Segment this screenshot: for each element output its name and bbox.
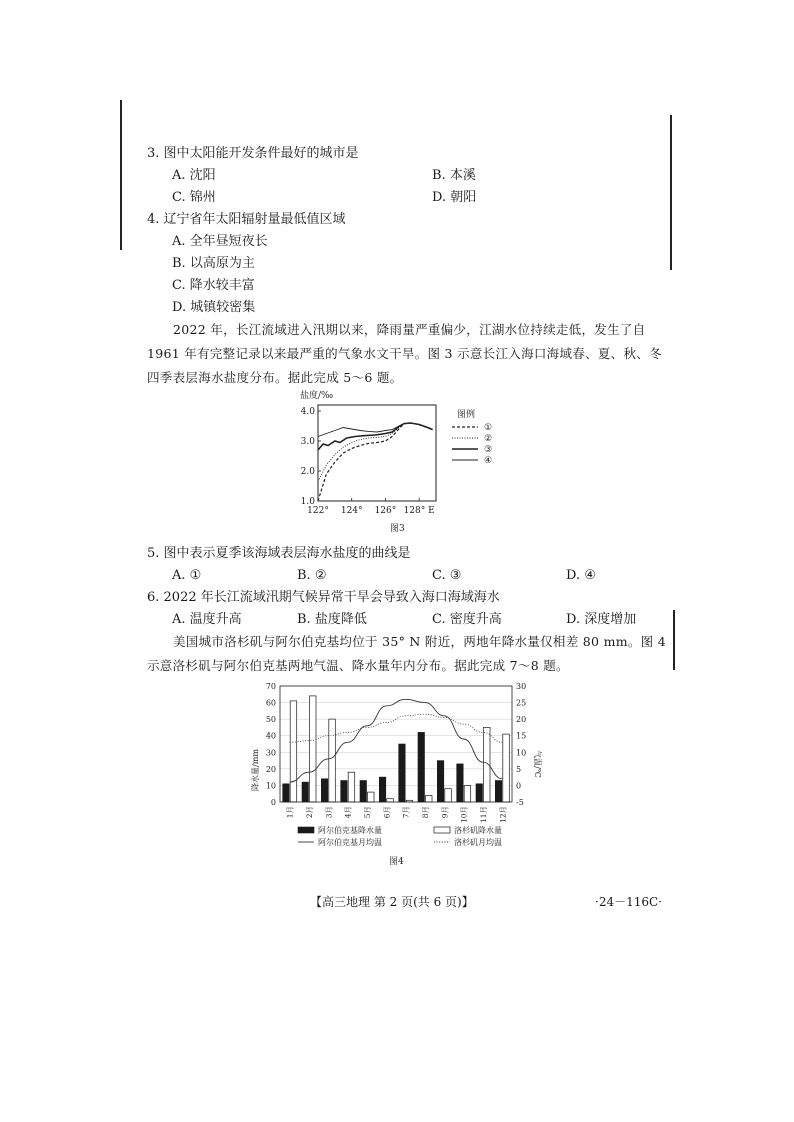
left-scan-edge [120,100,122,250]
fig4-bar-los-angeles [387,799,394,802]
fig4-legend-label: 阿尔伯克基月均温 [318,838,382,847]
fig4-bar-albuquerque [495,781,502,803]
q3-option-a[interactable]: A. 沈阳 [172,168,216,183]
q6-option-c[interactable]: C. 密度升高 [432,612,502,627]
q5-option-c[interactable]: C. ③ [432,568,462,583]
fig4-ytick-right-label: 5 [516,764,522,774]
fig3-legend-label: ③ [484,445,493,455]
fig4-ytick-right-label: 10 [516,748,527,758]
fig3-legend-label: ④ [484,456,493,466]
fig4-ytick-left-label: 30 [265,748,276,758]
fig4-line-los-angeles-temp [290,714,503,742]
page-footer-right: ·24－116C· [595,895,662,909]
q5-option-b[interactable]: B. ② [297,568,327,583]
fig3-xtick-label: 126° [374,506,397,516]
fig4-bar-albuquerque [457,764,464,802]
q5-stem: 5. 图中表示夏季该海域表层海水盐度的曲线是 [147,546,411,561]
fig4-bar-los-angeles [329,719,336,802]
q6-stem: 6. 2022 年长江流域汛期气候异常干旱会导致入海口海域海水 [147,590,500,605]
fig4-legend-swatch-la-precip [434,827,450,833]
q4-option-a[interactable]: A. 全年昼短夜长 [172,234,268,249]
fig4-bar-albuquerque [321,779,328,802]
fig4-ytick-left-label: 10 [265,781,276,791]
passage-la-albuquerque: 美国城市洛杉矶与阿尔伯克基均位于 35° N 附近，两地年降水量仅相差 80 mm。图 4 示意洛杉矶与阿尔伯克基两地气温、降水量年内分布。据此完成 7～8 题。 [147,634,666,673]
fig4-xtick-label: 3月 [324,806,334,819]
fig3-series-line-3 [318,423,433,450]
fig4-bar-albuquerque [302,782,309,802]
fig4-bar-albuquerque [476,784,483,802]
fig4-bar-los-angeles [290,701,297,802]
q6-option-b[interactable]: B. 盐度降低 [297,612,367,627]
fig4-bar-albuquerque [437,761,444,802]
fig4-xtick-label: 8月 [421,806,430,819]
fig4-bar-los-angeles [503,734,510,802]
fig3-ytick-label: 1.0 [300,497,315,507]
figure-3-salinity-chart [290,385,520,535]
q3-option-d[interactable]: D. 朝阳 [432,190,477,205]
fig3-legend-label: ① [484,423,493,433]
page-footer-center: 【高三地理 第 2 页(共 6 页)】 [310,895,474,909]
fig3-xtick-label: 122° [307,506,329,516]
q4-stem: 4. 辽宁省年太阳辐射量最低值区域 [147,212,346,227]
fig4-legend-swatch-albuquerque-precip [298,827,314,833]
fig3-ytick-label: 3.0 [300,437,315,447]
fig4-xtick-label: 11月 [479,806,488,824]
fig4-xtick-label: 4月 [343,806,353,819]
fig4-ytick-left-label: 50 [265,715,276,725]
right-scan-edge-lower [673,610,675,670]
fig4-xtick-label: 6月 [382,806,392,819]
fig4-caption: 图4 [389,857,404,867]
fig4-xtick-label: 9月 [440,806,450,819]
q4-option-b[interactable]: B. 以高原为主 [172,256,255,271]
fig4-ytick-left-label: 70 [265,682,276,691]
fig4-ytick-right-label: 15 [516,731,527,741]
fig4-bar-los-angeles [310,696,317,802]
q3-option-b[interactable]: B. 本溪 [432,168,476,183]
right-scan-edge [670,115,672,270]
q3-stem: 3. 图中太阳能开发条件最好的城市是 [147,146,359,161]
fig3-ytick-label: 4.0 [300,407,315,417]
fig3-xtick-label: 124° [340,506,363,516]
figure-4-climate-chart [248,678,564,870]
q5-option-a[interactable]: A. ① [172,568,202,583]
fig4-ytick-right-label: 30 [516,682,527,691]
fig4-ytick-right-label: -5 [516,798,524,807]
fig4-bar-los-angeles [426,795,433,802]
fig4-xtick-label: 1月 [285,806,295,819]
fig4-bar-los-angeles [445,789,452,802]
fig4-xtick-label: 5月 [363,806,372,819]
fig3-ytick-label: 2.0 [300,467,315,477]
q6-option-a[interactable]: A. 温度升高 [172,612,242,627]
fig4-ytick-left-label: 0 [270,798,276,807]
fig3-caption: 图3 [390,524,405,534]
passage-yangtze-drought: 2022 年，长江流域进入汛期以来，降雨量严重偏少，江湖水位持续走低，发生了自 1961 年有完整记录以来最严重的气象水文干旱。图 3 示意长江入海口海域春、夏、秋、冬四季表层海水盐度分布。据此完成 5～6 题。 [147,322,662,385]
q6-option-d[interactable]: D. 深度增加 [566,612,637,627]
fig4-xtick-label: 7月 [401,806,411,819]
fig3-plot-frame [318,405,436,501]
fig3-ylabel: 盐度/‰ [300,391,334,401]
fig3-legend-title: 图例 [457,410,476,420]
fig4-ytick-right-label: 25 [516,698,527,708]
fig4-xtick-label: 2月 [305,806,314,819]
q4-option-c[interactable]: C. 降水较丰富 [172,278,255,293]
fig4-bar-los-angeles [368,792,375,802]
fig4-bar-albuquerque [418,732,425,802]
q4-option-d[interactable]: D. 城镇较密集 [172,300,256,315]
fig4-xtick-label: 10月 [459,806,469,824]
fig4-legend-label: 阿尔伯克基降水量 [318,826,382,835]
fig4-ytick-right-label: 20 [516,715,527,725]
q5-option-d[interactable]: D. ④ [566,568,596,583]
fig4-line-albuquerque-temp [290,699,503,782]
fig4-bar-albuquerque [341,781,348,803]
q3-option-c[interactable]: C. 锦州 [172,190,216,205]
fig4-bar-albuquerque [360,781,367,803]
fig4-bar-albuquerque [399,744,406,802]
fig4-ylabel-left: 降水量/mm [251,749,260,791]
fig4-bar-albuquerque [379,777,386,802]
fig4-ytick-left-label: 60 [265,698,276,708]
fig4-bar-los-angeles [464,785,471,802]
fig4-ytick-right-label: 0 [516,781,522,791]
fig4-xtick-label: 12月 [498,806,508,824]
fig3-xtick-label: 128° E [403,506,435,516]
fig4-legend-label: 洛杉矶降水量 [454,826,502,835]
fig3-legend-label: ② [484,434,493,444]
fig4-bar-albuquerque [283,784,290,802]
fig4-ytick-left-label: 40 [265,731,276,741]
fig4-ytick-left-label: 20 [265,764,276,774]
fig4-ylabel-right: 气温/℃ [533,750,542,778]
fig4-bar-los-angeles [348,772,355,802]
fig4-legend-label: 洛杉矶月均温 [454,838,502,847]
